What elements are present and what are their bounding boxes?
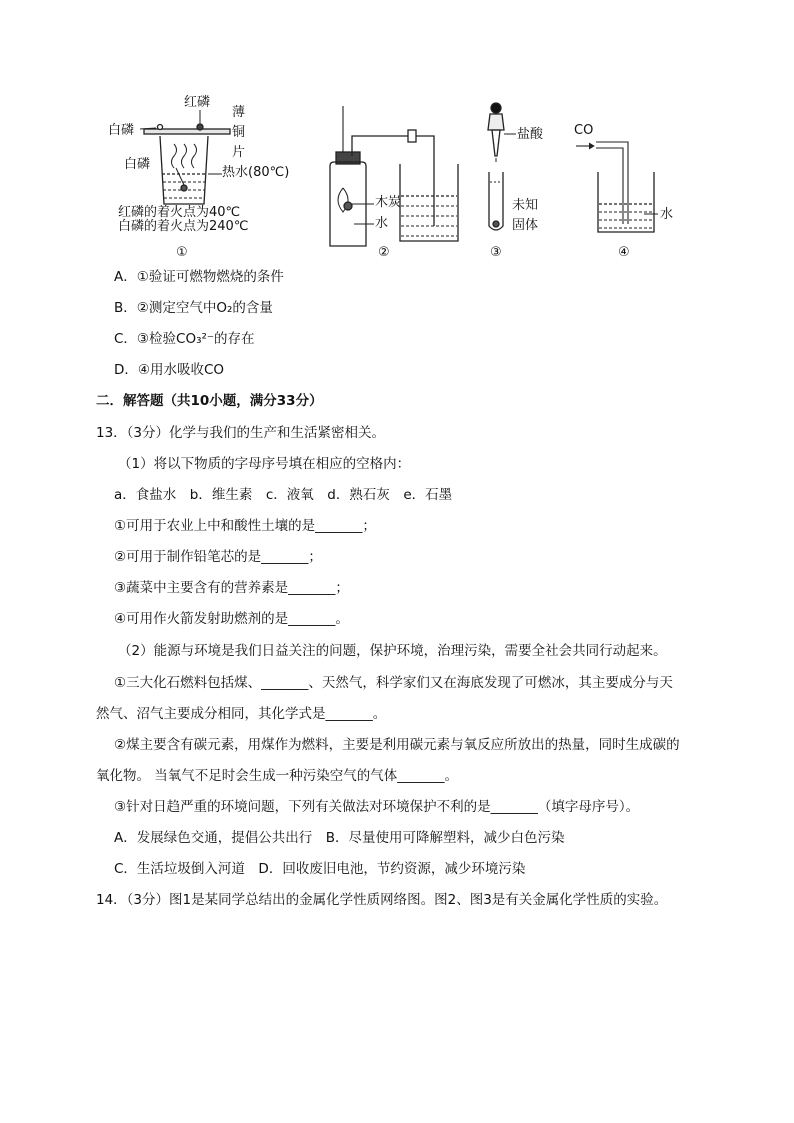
q13-option-cd: C．生活垃圾倒入河道 D．回收废旧电池，节约资源，减少环境污染 xyxy=(114,861,526,877)
q13-option-ab: A．发展绿色交通，提倡公共出行 B．尽量使用可降解塑料，减少白色污染 xyxy=(114,830,565,846)
apparatus-4-drawing xyxy=(576,142,658,232)
section-title: 二．解答题（共10小题，满分33分） xyxy=(96,393,323,409)
water-label-2: 水 xyxy=(375,216,389,231)
q13-p2-1b: 然气、沼气主要成分相同，其化学式是_______。 xyxy=(96,706,387,722)
apparatus-4-number: ④ xyxy=(618,245,630,260)
q13-item-2: ②可用于制作铅笔芯的是_______； xyxy=(114,549,322,565)
apparatus-1-number: ① xyxy=(176,245,188,260)
q13-part2: （2）能源与环境是我们日益关注的问题，保护环境，治理污染，需要全社会共同行动起来。 xyxy=(118,643,667,659)
hot-water-label: 热水(80℃) xyxy=(222,165,290,180)
white-ignition-note: 白磷的着火点为240℃ xyxy=(118,219,249,234)
copper-sheet-label-1: 薄 xyxy=(232,105,246,120)
q13-p2-3: ③针对日趋严重的环境问题，下列有关做法对环境保护不利的是_______（填字母序号）。 xyxy=(114,799,640,815)
apparatus-1-drawing xyxy=(140,110,230,204)
unknown-solid-label-1: 未知 xyxy=(512,198,539,213)
white-phosphorus-top-label: 白磷 xyxy=(108,123,135,138)
q13-part1: （1）将以下物质的字母序号填在相应的空格内： xyxy=(118,456,411,472)
q12-option-b: B．②测定空气中O₂的含量 xyxy=(114,300,273,316)
hydrochloric-acid-label: 盐酸 xyxy=(517,127,544,142)
apparatus-3-number: ③ xyxy=(490,245,502,260)
white-phosphorus-water-label: 白磷 xyxy=(124,157,151,172)
unknown-solid-label-2: 固体 xyxy=(512,218,539,233)
q13-p2-2b: 氧化物。 当氧气不足时会生成一种污染空气的气体_______。 xyxy=(96,768,459,784)
q12-option-a: A．①验证可燃物燃烧的条件 xyxy=(114,269,284,285)
co-gas-label: CO xyxy=(574,123,594,138)
q14-stem: 14．（3分）图1是某同学总结出的金属化学性质网络图。图2、图3是有关金属化学性质的实验。 xyxy=(96,892,668,908)
red-phosphorus-label: 红磷 xyxy=(184,95,211,110)
experiment-figure xyxy=(104,96,694,264)
water-label-4: 水 xyxy=(660,207,674,222)
q12-option-c: C．③检验CO₃²⁻的存在 xyxy=(114,331,255,347)
q13-item-1: ①可用于农业上中和酸性土壤的是_______； xyxy=(114,518,376,534)
charcoal-label: 木炭 xyxy=(375,195,402,210)
q13-choices: a．食盐水 b．维生素 c．液氧 d．熟石灰 e．石墨 xyxy=(114,487,453,503)
red-ignition-note: 红磷的着火点为40℃ xyxy=(118,205,241,220)
q13-stem: 13．（3分）化学与我们的生产和生活紧密相关。 xyxy=(96,425,386,441)
q13-item-4: ④可用作火箭发射助燃剂的是_______。 xyxy=(114,611,349,627)
copper-sheet-label-3: 片 xyxy=(232,145,246,160)
copper-sheet-label-2: 铜 xyxy=(232,125,246,140)
apparatus-2-number: ② xyxy=(378,245,390,260)
q13-p2-1a: ①三大化石燃料包括煤、_______、天然气，科学家们又在海底发现了可燃冰，其主要成分与天 xyxy=(114,675,673,691)
q13-item-3: ③蔬菜中主要含有的营养素是_______； xyxy=(114,580,349,596)
apparatus-drawings xyxy=(104,96,694,264)
apparatus-2-drawing xyxy=(330,106,458,246)
q12-option-d: D．④用水吸收CO xyxy=(114,362,225,378)
q13-p2-2a: ②煤主要含有碳元素，用煤作为燃料，主要是利用碳元素与氧反应所放出的热量，同时生成碳的 xyxy=(114,737,680,753)
